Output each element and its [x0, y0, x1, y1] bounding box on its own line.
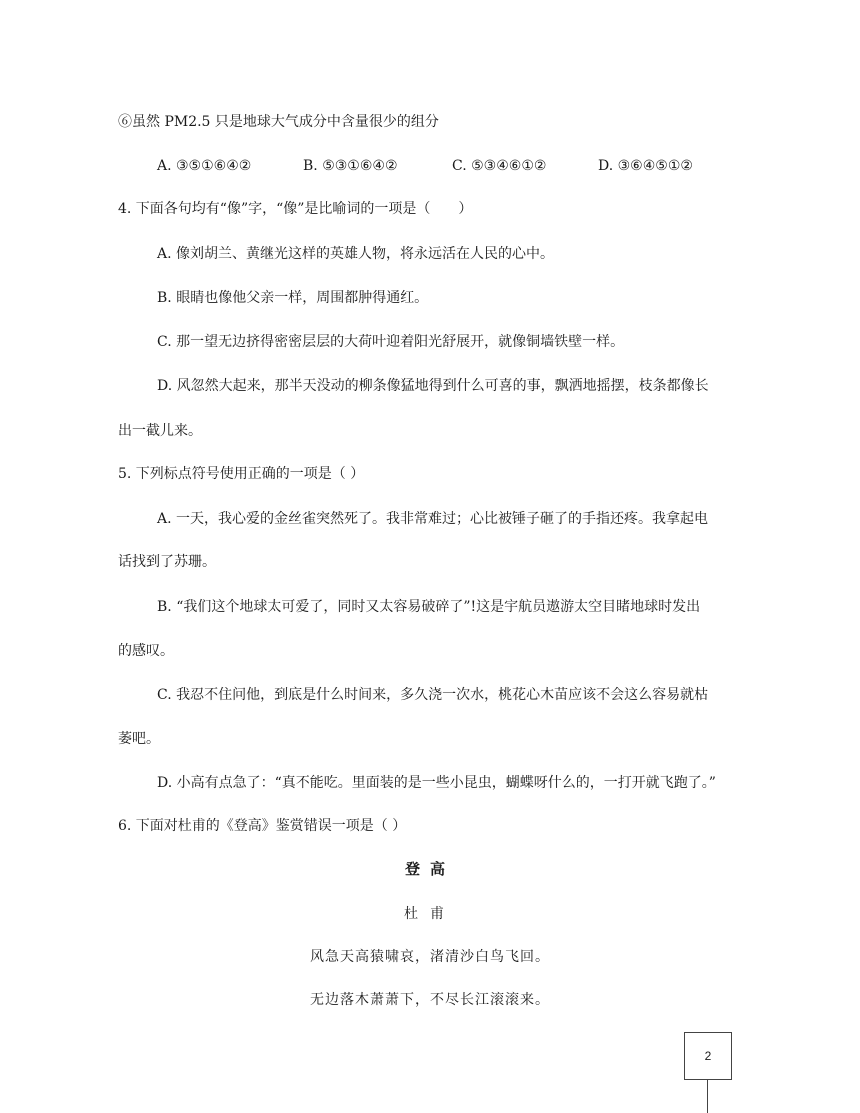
- page-number: 2: [704, 1049, 712, 1063]
- page-number-rule: [707, 1080, 708, 1113]
- poem-line-2: 无边落木萧萧下，不尽长江滚滚来。: [310, 992, 550, 1008]
- page-number-box: [684, 1032, 732, 1080]
- question-6: 6. 下面对杜甫的《登高》鉴赏错误一项是（ ）: [118, 818, 407, 834]
- q3-option-c: C. ⑤③④⑥①②: [452, 158, 547, 174]
- q3-option-b: B. ⑤③①⑥④②: [303, 158, 398, 174]
- q4-option-a: A. 像刘胡兰、黄继光这样的英雄人物，将永远活在人民的心中。: [157, 246, 555, 262]
- question-4: 4. 下面各句均有“像”字，“像”是比喻词的一项是（ ）: [118, 201, 473, 217]
- poem-author: 杜甫: [404, 906, 456, 922]
- q5-option-b-line2: 的感叹。: [118, 643, 174, 659]
- q5-option-c-line1: C. 我忍不住问他，到底是什么时间来，多久浇一次水，桃花心木苗应该不会这么容易就枯: [157, 687, 709, 703]
- q5-option-c-line2: 萎吧。: [118, 731, 160, 747]
- sentence-6: ⑥虽然 PM2.5 只是地球大气成分中含量很少的组分: [118, 114, 439, 130]
- q3-option-d: D. ③⑥④⑤①②: [598, 158, 693, 174]
- q4-option-b: B. 眼睛也像他父亲一样，周围都肿得通红。: [157, 290, 429, 306]
- poem-title: 登高: [404, 860, 455, 878]
- question-5: 5. 下列标点符号使用正确的一项是（ ）: [118, 466, 365, 482]
- q5-option-d: D. 小高有点急了：“真不能吃。里面装的是一些小昆虫，蝴蝶呀什么的，一打开就飞跑了。”: [157, 775, 716, 791]
- q5-option-a-line2: 话找到了苏珊。: [118, 554, 216, 570]
- q4-option-c: C. 那一望无边挤得密密层层的大荷叶迎着阳光舒展开，就像铜墙铁壁一样。: [157, 334, 625, 350]
- q4-option-d-line2: 出一截儿来。: [118, 423, 202, 439]
- q5-option-b-line1: B. “我们这个地球太可爱了，同时又太容易破碎了”!这是宇航员遨游太空目睹地球时发出: [157, 599, 701, 615]
- q5-option-a-line1: A. 一天，我心爱的金丝雀突然死了。我非常难过；心比被锤子砸了的手指还疼。我拿起电: [157, 511, 709, 527]
- poem-line-1: 风急天高猿啸哀，渚清沙白鸟飞回。: [310, 949, 550, 965]
- q4-option-d-line1: D. 风忽然大起来，那半天没动的柳条像猛地得到什么可喜的事，飘洒地摇摆，枝条都像长: [157, 378, 709, 394]
- q3-option-a: A. ③⑤①⑥④②: [157, 158, 252, 174]
